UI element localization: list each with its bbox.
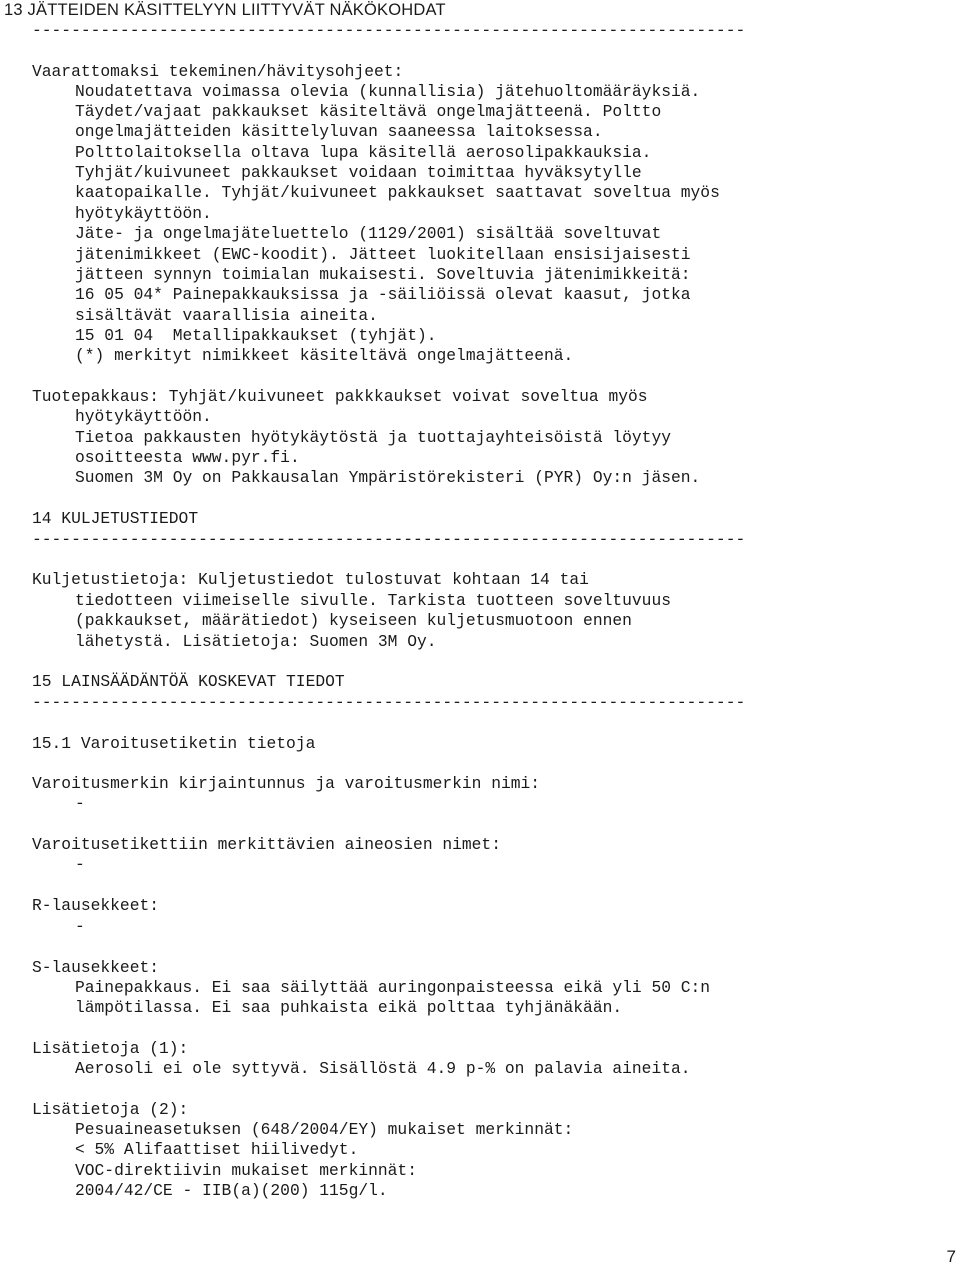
text-line: Noudatettava voimassa olevia (kunnallisia) jätehuoltomääräyksiä.	[75, 82, 701, 101]
text-line: hyötykäyttöön.	[75, 407, 212, 426]
field-value: -	[75, 794, 85, 813]
text-line: tiedotteen viimeiselle sivulle. Tarkista tuotteen soveltuvuus	[75, 591, 671, 610]
field-value: 2004/42/CE - IIB(a)(200) 115g/l.	[75, 1181, 388, 1200]
page-number: 7	[946, 1247, 956, 1266]
field-label: Varoitusetikettiin merkittävien aineosien nimet:	[32, 835, 501, 854]
field-label: Lisätietoja (1):	[32, 1039, 189, 1058]
text-line: osoitteesta www.pyr.fi.	[75, 448, 300, 467]
text-line: lähetystä. Lisätietoja: Suomen 3M Oy.	[75, 632, 437, 651]
section-13-title: 13 JÄTTEIDEN KÄSITTELYYN LIITTYVÄT NÄKÖKOHDAT	[4, 1, 446, 19]
text-line: sisältävät vaarallisia aineita.	[75, 306, 378, 325]
field-value: Pesuaineasetuksen (648/2004/EY) mukaiset merkinnät:	[75, 1120, 574, 1139]
section-14-rule: -------------------------------------------------------------------------	[32, 530, 746, 549]
text-line: hyötykäyttöön.	[75, 204, 212, 223]
field-value: -	[75, 917, 85, 936]
text-line: Tietoa pakkausten hyötykäytöstä ja tuottajayhteisöistä löytyy	[75, 428, 671, 447]
text-line: 16 05 04* Painepakkauksissa ja -säiliöissä olevat kaasut, jotka	[75, 285, 691, 304]
field-value: lämpötilassa. Ei saa puhkaista eikä polttaa tyhjänäkään.	[75, 998, 623, 1017]
text-line: jätteen synnyn toimialan mukaisesti. Soveltuvia jätenimikkeitä:	[75, 265, 691, 284]
text-line: (*) merkityt nimikkeet käsiteltävä ongelmajätteenä.	[75, 346, 574, 365]
disposal-heading: Vaarattomaksi tekeminen/hävitysohjeet:	[32, 62, 404, 81]
section-14-title: 14 KULJETUSTIEDOT	[32, 509, 199, 528]
field-value: -	[75, 855, 85, 874]
text-line: Tyhjät/kuivuneet pakkaukset voidaan toimittaa hyväksytylle	[75, 163, 642, 182]
field-label: S-lausekkeet:	[32, 958, 160, 977]
field-label: Lisätietoja (2):	[32, 1100, 189, 1119]
section-13-rule: -------------------------------------------------------------------------	[32, 21, 746, 40]
text-line: Täydet/vajaat pakkaukset käsiteltävä ongelmajätteenä. Poltto	[75, 102, 662, 121]
field-value: Painepakkaus. Ei saa säilyttää auringonpaisteessa eikä yli 50 C:n	[75, 978, 711, 997]
section-15-rule: -------------------------------------------------------------------------	[32, 693, 746, 712]
text-line: 15 01 04 Metallipakkaukset (tyhjät).	[75, 326, 437, 345]
subsection-title: 15.1 Varoitusetiketin tietoja	[32, 734, 316, 753]
text-line: Suomen 3M Oy on Pakkausalan Ympäristörekisteri (PYR) Oy:n jäsen.	[75, 468, 701, 487]
field-value: Aerosoli ei ole syttyvä. Sisällöstä 4.9 p-% on palavia aineita.	[75, 1059, 691, 1078]
text-line: jätenimikkeet (EWC-koodit). Jätteet luokitellaan ensisijaisesti	[75, 245, 691, 264]
text-line: (pakkaukset, määrätiedot) kyseiseen kuljetusmuotoon ennen	[75, 611, 632, 630]
text-line: ongelmajätteiden käsittelyluvan saaneessa laitoksessa.	[75, 122, 603, 141]
text-line: kaatopaikalle. Tyhjät/kuivuneet pakkaukset saattavat soveltua myös	[75, 183, 720, 202]
text-line: Polttolaitoksella oltava lupa käsitellä aerosolipakkauksia.	[75, 143, 652, 162]
field-label: R-lausekkeet:	[32, 896, 160, 915]
field-value: VOC-direktiivin mukaiset merkinnät:	[75, 1161, 417, 1180]
packaging-heading: Tuotepakkaus: Tyhjät/kuivuneet pakkkaukset voivat soveltua myös	[32, 387, 648, 406]
transport-heading: Kuljetustietoja: Kuljetustiedot tulostuvat kohtaan 14 tai	[32, 570, 589, 589]
field-label: Varoitusmerkin kirjaintunnus ja varoitusmerkin nimi:	[32, 774, 541, 793]
field-value: < 5% Alifaattiset hiilivedyt.	[75, 1140, 359, 1159]
section-15-title: 15 LAINSÄÄDÄNTÖÄ KOSKEVAT TIEDOT	[32, 672, 345, 691]
text-line: Jäte- ja ongelmajäteluettelo (1129/2001) sisältää soveltuvat	[75, 224, 662, 243]
